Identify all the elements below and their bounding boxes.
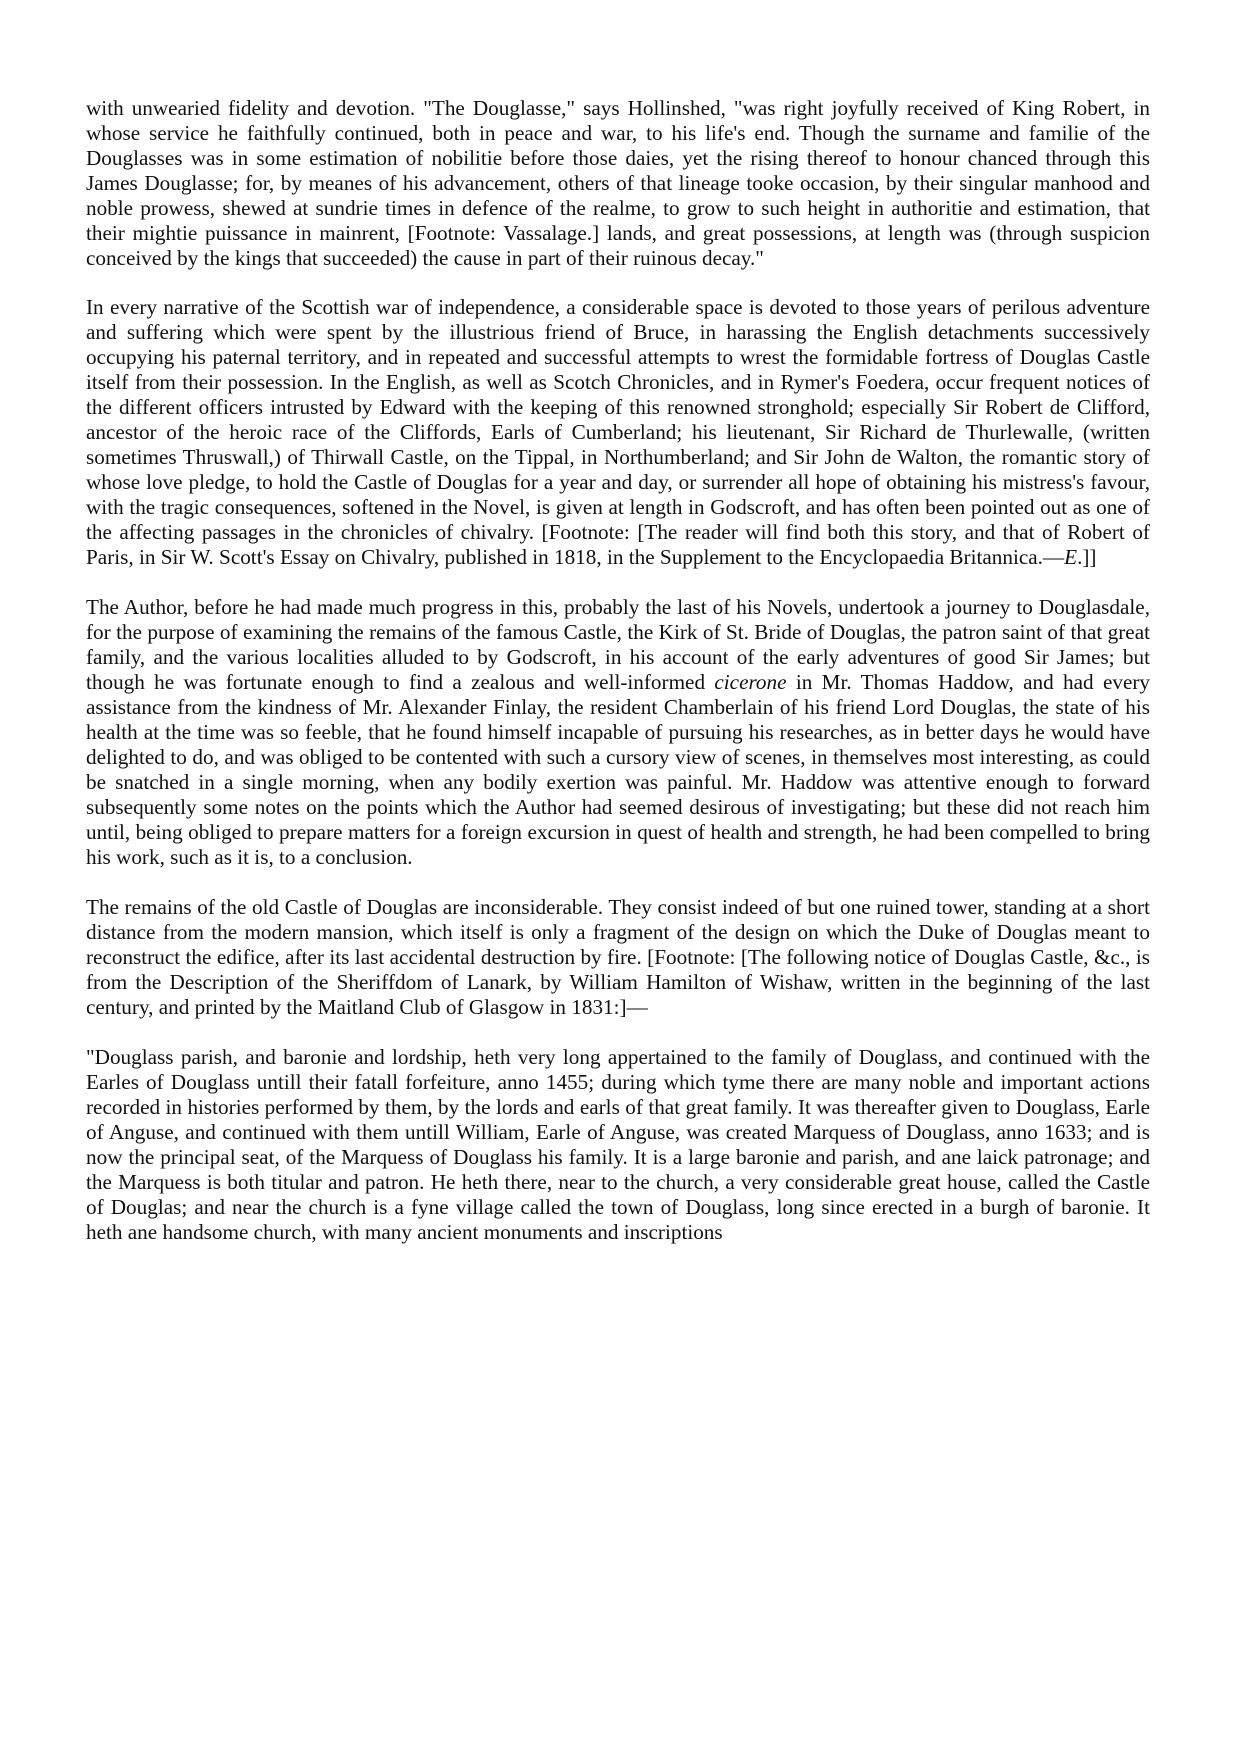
text-segment: In every narrative of the Scottish war of independence, a considerable space is devoted to those years of perilous adventure and suffering which were spent by the illustrious friend of Bruce, in harassing the English detachments successively occupying his paternal territory, and in repeated and successful attempts to wrest the formidable fortress of Douglas Castle itself from their possession. In the English, as well as Scotch Chronicles, and in Rymer's Foedera, occur frequent notices of the different officers intrusted by Edward with the keeping of this renowned stronghold; especially Sir Robert de Clifford, ancestor of the heroic race of the Cliffords, Earls of Cumberland; his lieutenant, Sir Richard de Thurlewalle, (written sometimes Thruswall,) of Thirwall Castle, on the Tippal, in Northumberland; and Sir John de Walton, the romantic story of whose love pledge, to hold the Castle of Douglas for a year and day, or surrender all hope of obtaining his mistress's favour, with the tragic consequences, softened in the Novel, is given at length in Godscroft, and has often been pointed out as one of the affecting passages in the chronicles of chivalry. [Footnote: [The reader will find both this story, and that of Robert of Paris, in Sir W. Scott's Essay on Chivalry, published in 1818, in the Supplement to the Encyclopaedia Britannica.— [86,295,1150,569]
paragraph-castle-remains [86,895,1150,1020]
italic-editor-mark: E [1064,545,1078,569]
paragraph-hollinshed-quote [86,96,1150,271]
text-segment: with unwearied fidelity and devotion. "The Douglasse," says Hollinshed, "was right joyfully received of King Robert, in whose service he faithfully continued, both in peace and war, to his life's end. Though the surname and familie of the Douglasses was in some estimation of nobilitie before those daies, yet the rising thereof to honour chanced through this James Douglasse; for, by meanes of his advancement, others of that lineage tooke occasion, by their singular manhood and noble prowess, shewed at sundrie times in defence of the realme, to grow to such height in authoritie and estimation, that their mightie puissance in mainrent, [Footnote: Vassalage.] lands, and great possessions, at length was (through suspicion conceived by the kings that succeeded) the cause in part of their ruinous decay." [86,96,1150,270]
document-page [86,96,1150,1270]
italic-cicerone: cicerone [714,670,787,694]
text-segment: "Douglass parish, and baronie and lordship, heth very long appertained to the family of Douglass, and continued with the Earles of Douglass untill their fatall forfeiture, anno 1455; during which tyme there are many noble and important actions recorded in histories performed by them, by the lords and earls of that great family. It was thereafter given to Douglass, Earle of Anguse, and continued with them untill William, Earle of Anguse, was created Marquess of Douglass, anno 1633; and is now the principal seat, of the Marquess of Douglass his family. It is a large baronie and parish, and ane laick patronage; and the Marquess is both titular and patron. He heth there, near to the church, a very considerable great house, called the Castle of Douglas; and near the church is a fyne village called the town of Douglass, long since erected in a burgh of baronie. It heth ane handsome church, with many ancient monuments and inscriptions [86,1045,1150,1244]
paragraph-war-of-independence [86,295,1150,570]
text-segment: .]] [1077,545,1097,569]
text-segment: The remains of the old Castle of Douglas are inconsiderable. They consist indeed of but one ruined tower, standing at a short distance from the modern mansion, which itself is only a fragment of the design on which the Duke of Douglas meant to reconstruct the edifice, after its last accidental destruction by fire. [Footnote: [The following notice of Douglas Castle, &c., is from the Description of the Sheriffdom of Lanark, by William Hamilton of Wishaw, written in the beginning of the last century, and printed by the Maitland Club of Glasgow in 1831:]— [86,895,1150,1019]
text-segment: in Mr. Thomas Haddow, and had every assistance from the kindness of Mr. Alexander Finlay, the resident Chamberlain of his friend Lord Douglas, the state of his health at the time was so feeble, that he found himself incapable of pursuing his researches, as in better days he would have delighted to do, and was obliged to be contented with such a cursory view of scenes, in themselves most interesting, as could be snatched in a single morning, when any bodily exertion was painful. Mr. Haddow was attentive enough to forward subsequently some notes on the points which the Author had seemed desirous of investigating; but these did not reach him until, being obliged to prepare matters for a foreign excursion in quest of health and strength, he had been compelled to bring his work, such as it is, to a conclusion. [86,670,1151,869]
text-segment: The Author, before he had made much progress in this, probably the last of his Novels, undertook a journey to Douglasdale, for the purpose of examining the remains of the famous Castle, the Kirk of St. Bride of Douglas, the patron saint of that great family, and the various localities alluded to by Godscroft, in his account of the early adventures of good Sir James; but though he was fortunate enough to find a zealous and well-informed [86,595,1150,694]
paragraph-author-journey [86,595,1150,870]
paragraph-douglass-parish-quote [86,1045,1150,1245]
